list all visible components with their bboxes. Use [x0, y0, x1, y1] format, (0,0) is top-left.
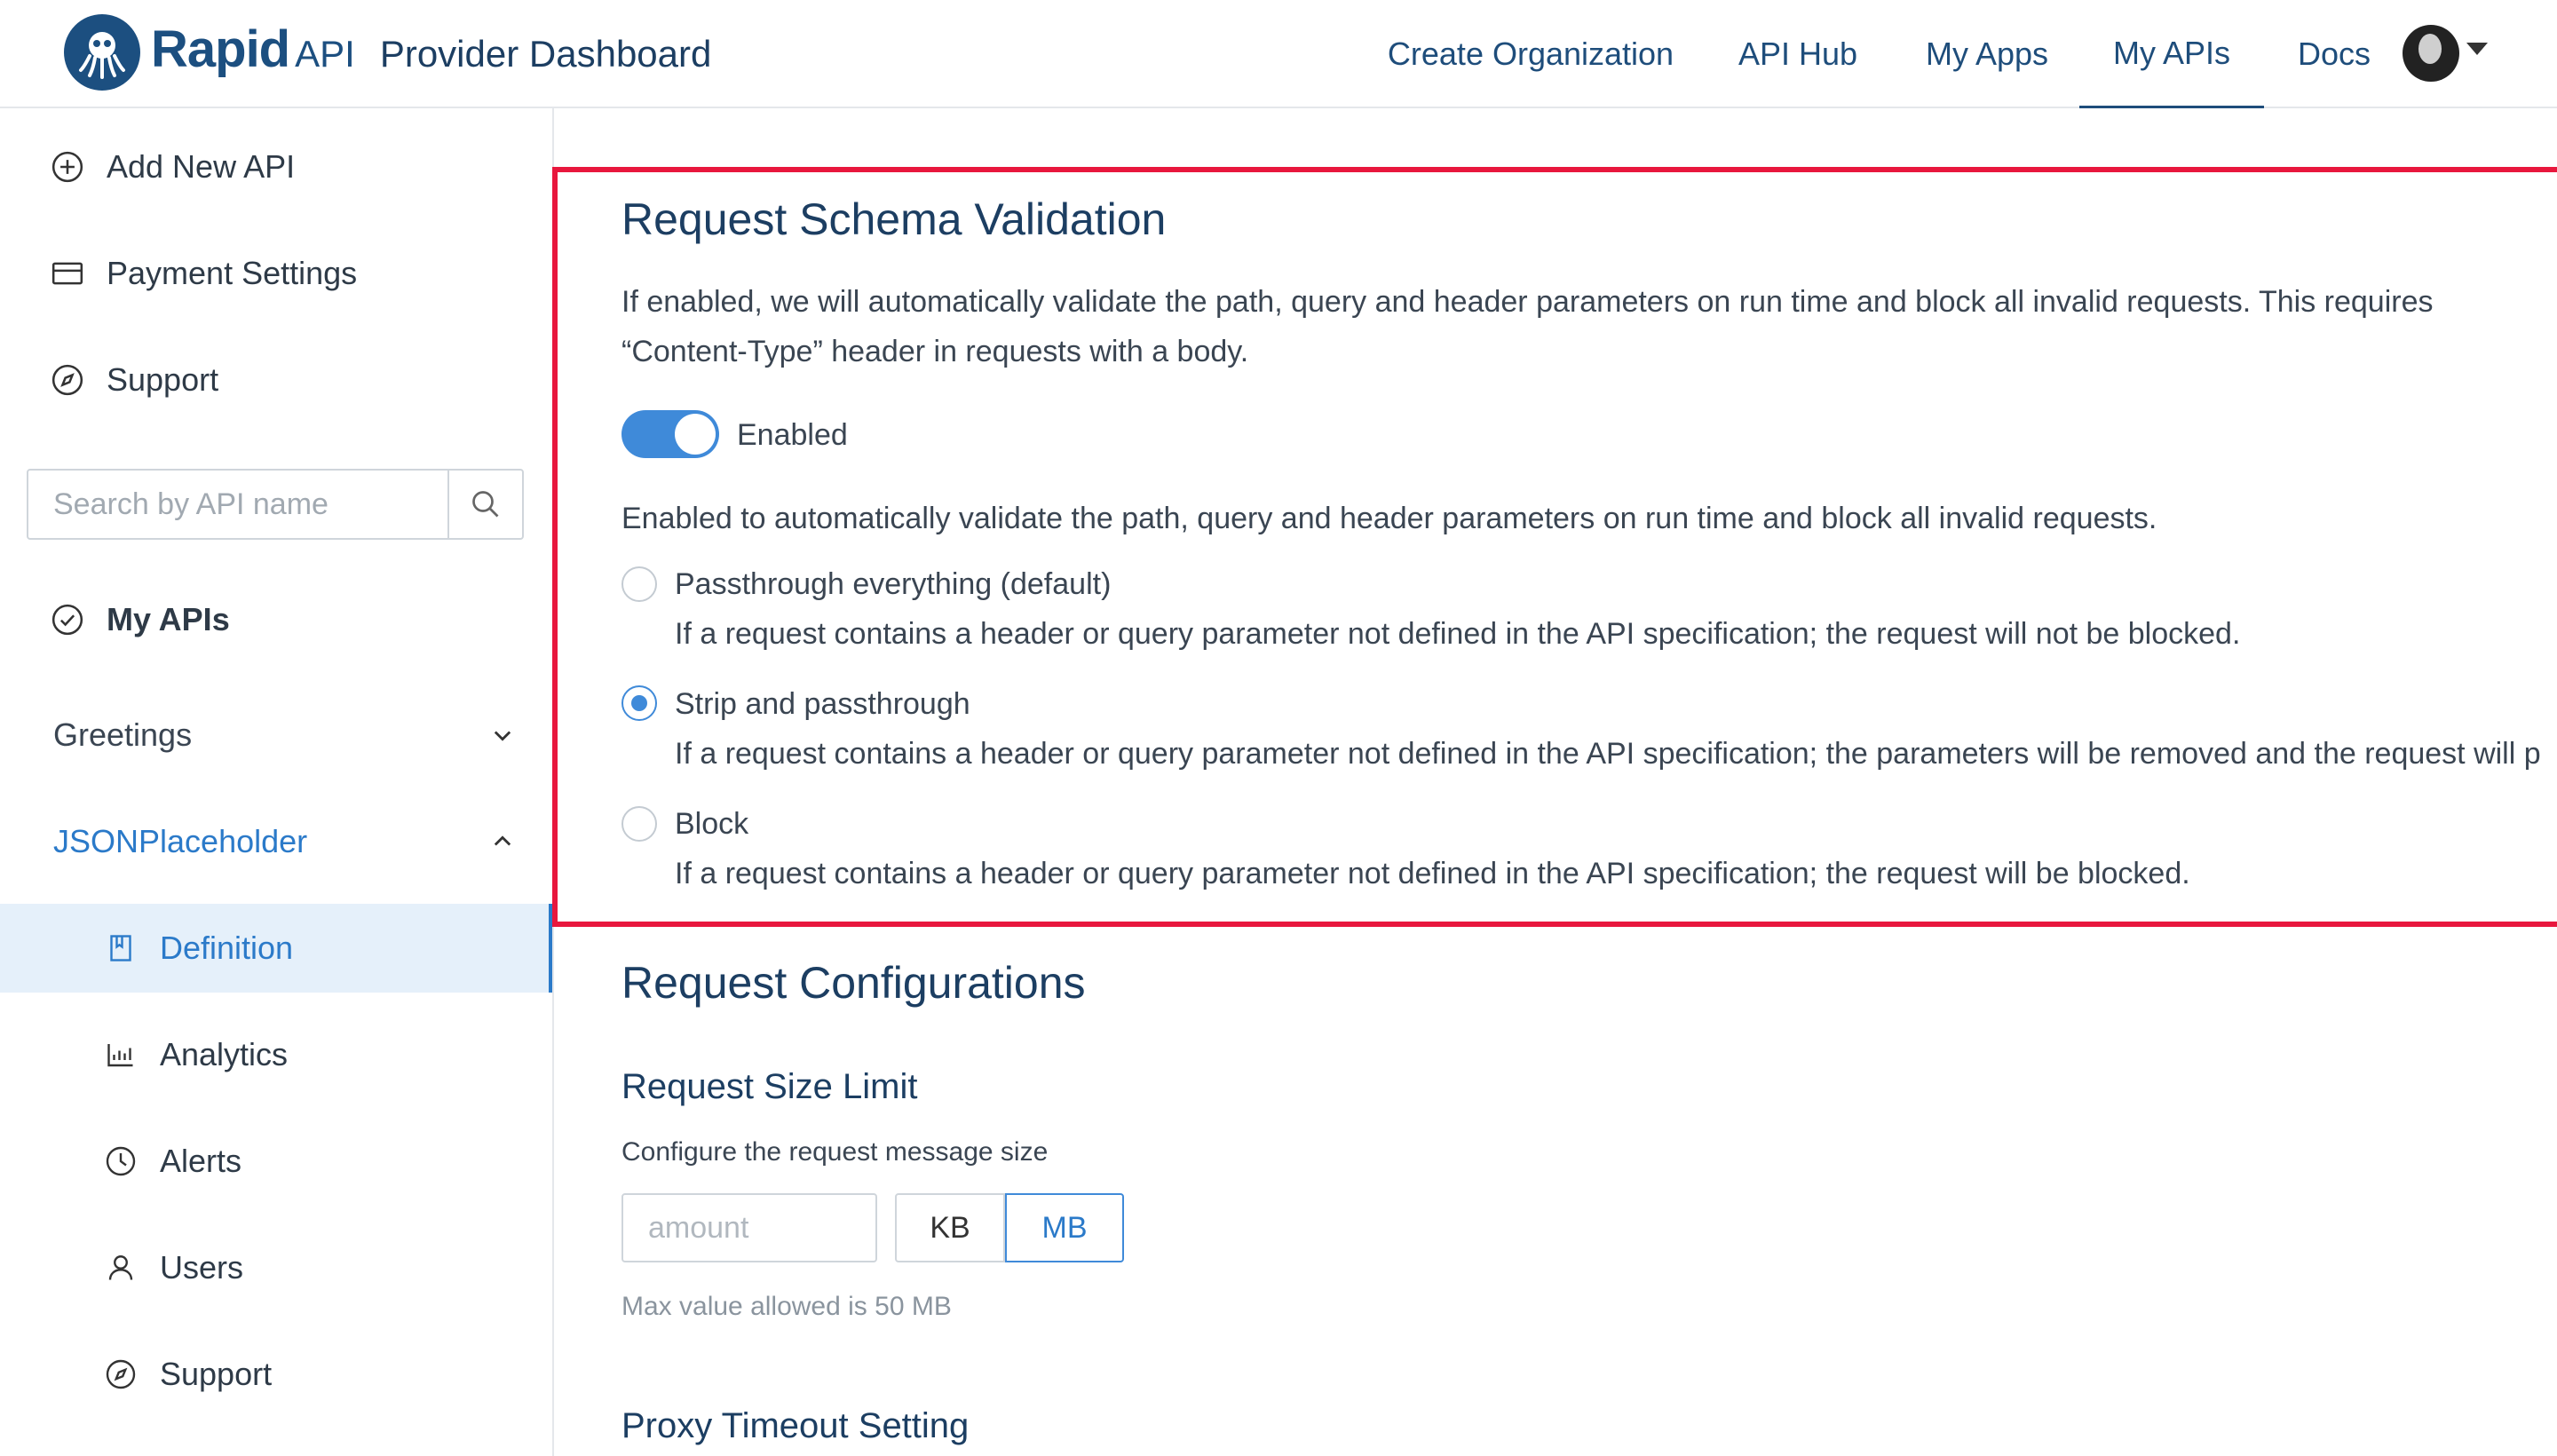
- sidebar-item-label: Analytics: [160, 1036, 289, 1072]
- chevron-down-icon: [490, 723, 515, 748]
- sidebar-item-users[interactable]: [0, 1223, 552, 1312]
- nav-docs[interactable]: Docs: [2297, 36, 2371, 72]
- option-label-strip: Strip and passthrough: [675, 687, 970, 721]
- brand-product: Provider Dashboard: [379, 33, 712, 75]
- book-icon: [103, 930, 139, 966]
- sidebar-item-payment-settings[interactable]: [0, 229, 552, 318]
- caret-down-icon[interactable]: [2466, 43, 2488, 55]
- schema-validation-toggle[interactable]: [621, 410, 719, 458]
- sidebar-item-support-api[interactable]: [0, 1330, 552, 1419]
- options-intro: Enabled to automatically validate the path, query and header parameters on run time and block all invalid requests.: [621, 502, 2157, 535]
- toggle-label: Enabled: [737, 418, 848, 452]
- nav-create-organization[interactable]: Create Organization: [1387, 36, 1674, 72]
- sidebar-item-support[interactable]: [0, 336, 552, 424]
- compass-icon: [50, 362, 85, 398]
- sidebar-item-my-apis[interactable]: [0, 575, 552, 664]
- option-desc-strip: If a request contains a header or query parameter not defined in the API specification; the parameters will be removed and the request will p: [675, 737, 2541, 771]
- clock-icon: [103, 1143, 139, 1179]
- credit-card-icon: [50, 256, 85, 291]
- max-value-note: Max value allowed is 50 MB: [621, 1292, 952, 1321]
- api-search: [27, 469, 524, 540]
- subsection-title-size-limit: Request Size Limit: [621, 1067, 918, 1106]
- sidebar-item-alerts[interactable]: [0, 1117, 552, 1206]
- brand-api: API: [295, 33, 355, 75]
- subsection-title-proxy-timeout: Proxy Timeout Setting: [621, 1406, 970, 1445]
- sidebar-group-greetings[interactable]: [0, 691, 552, 779]
- nav-my-apis[interactable]: My APIs: [2079, 0, 2264, 108]
- user-avatar[interactable]: [2403, 25, 2459, 82]
- radio-strip-and-passthrough[interactable]: [621, 685, 657, 721]
- option-desc-block: If a request contains a header or query parameter not defined in the API specification; the request will be blocked.: [675, 857, 2190, 890]
- check-circle-icon: [50, 602, 85, 637]
- size-limit-description: Configure the request message size: [621, 1137, 1049, 1167]
- compass-icon: [103, 1357, 139, 1392]
- nav-my-apps[interactable]: My Apps: [1925, 36, 2049, 72]
- schema-validation-description: If enabled, we will automatically validate the path, query and header parameters on run time and block all invalid requests. This requires “Content-Type” header in requests with a body.: [621, 285, 2434, 368]
- brand-title[interactable]: [151, 20, 711, 79]
- sidebar-group-jsonplaceholder[interactable]: [0, 797, 552, 886]
- sidebar-item-definition[interactable]: [0, 904, 552, 993]
- nav-api-hub[interactable]: API Hub: [1738, 36, 1858, 72]
- unit-mb-button[interactable]: MB: [1005, 1193, 1124, 1262]
- group-label: Greetings: [53, 716, 193, 753]
- plus-circle-icon: [50, 149, 85, 185]
- sidebar-item-label: Definition: [160, 930, 294, 966]
- sidebar-item-add-new-api[interactable]: [0, 123, 552, 211]
- bar-chart-icon: [103, 1037, 139, 1072]
- brand-rapid: Rapid: [151, 20, 290, 78]
- sidebar-item-label: Payment Settings: [107, 255, 358, 291]
- top-header: [0, 0, 2557, 108]
- toggle-knob: [675, 414, 716, 455]
- user-icon: [103, 1250, 139, 1286]
- rapidapi-logo-icon[interactable]: [64, 14, 140, 91]
- sidebar-item-label: Support: [160, 1356, 273, 1392]
- search-icon: [470, 488, 502, 520]
- search-button[interactable]: [447, 471, 522, 538]
- section-title-request-configurations: Request Configurations: [621, 958, 1086, 1008]
- option-label-block: Block: [675, 807, 749, 841]
- section-title-schema-validation: Request Schema Validation: [621, 194, 1167, 244]
- radio-block[interactable]: [621, 806, 657, 842]
- option-label-passthrough: Passthrough everything (default): [675, 567, 1112, 601]
- sidebar-item-label: Alerts: [160, 1143, 242, 1179]
- group-label: JSONPlaceholder: [53, 823, 308, 859]
- option-desc-passthrough: If a request contains a header or query parameter not defined in the API specification; the request will not be blocked.: [675, 617, 2241, 651]
- search-input[interactable]: [28, 471, 447, 538]
- sidebar-item-label: My APIs: [107, 601, 230, 637]
- sidebar-item-label: Add New API: [107, 148, 296, 185]
- sidebar-item-label: Support: [107, 361, 219, 398]
- sidebar: [0, 108, 554, 1456]
- amount-input[interactable]: [621, 1193, 877, 1262]
- chevron-up-icon: [490, 829, 515, 854]
- radio-passthrough[interactable]: [621, 566, 657, 602]
- sidebar-item-analytics[interactable]: [0, 1010, 552, 1099]
- sidebar-item-label: Users: [160, 1249, 244, 1286]
- unit-kb-button[interactable]: KB: [895, 1193, 1005, 1262]
